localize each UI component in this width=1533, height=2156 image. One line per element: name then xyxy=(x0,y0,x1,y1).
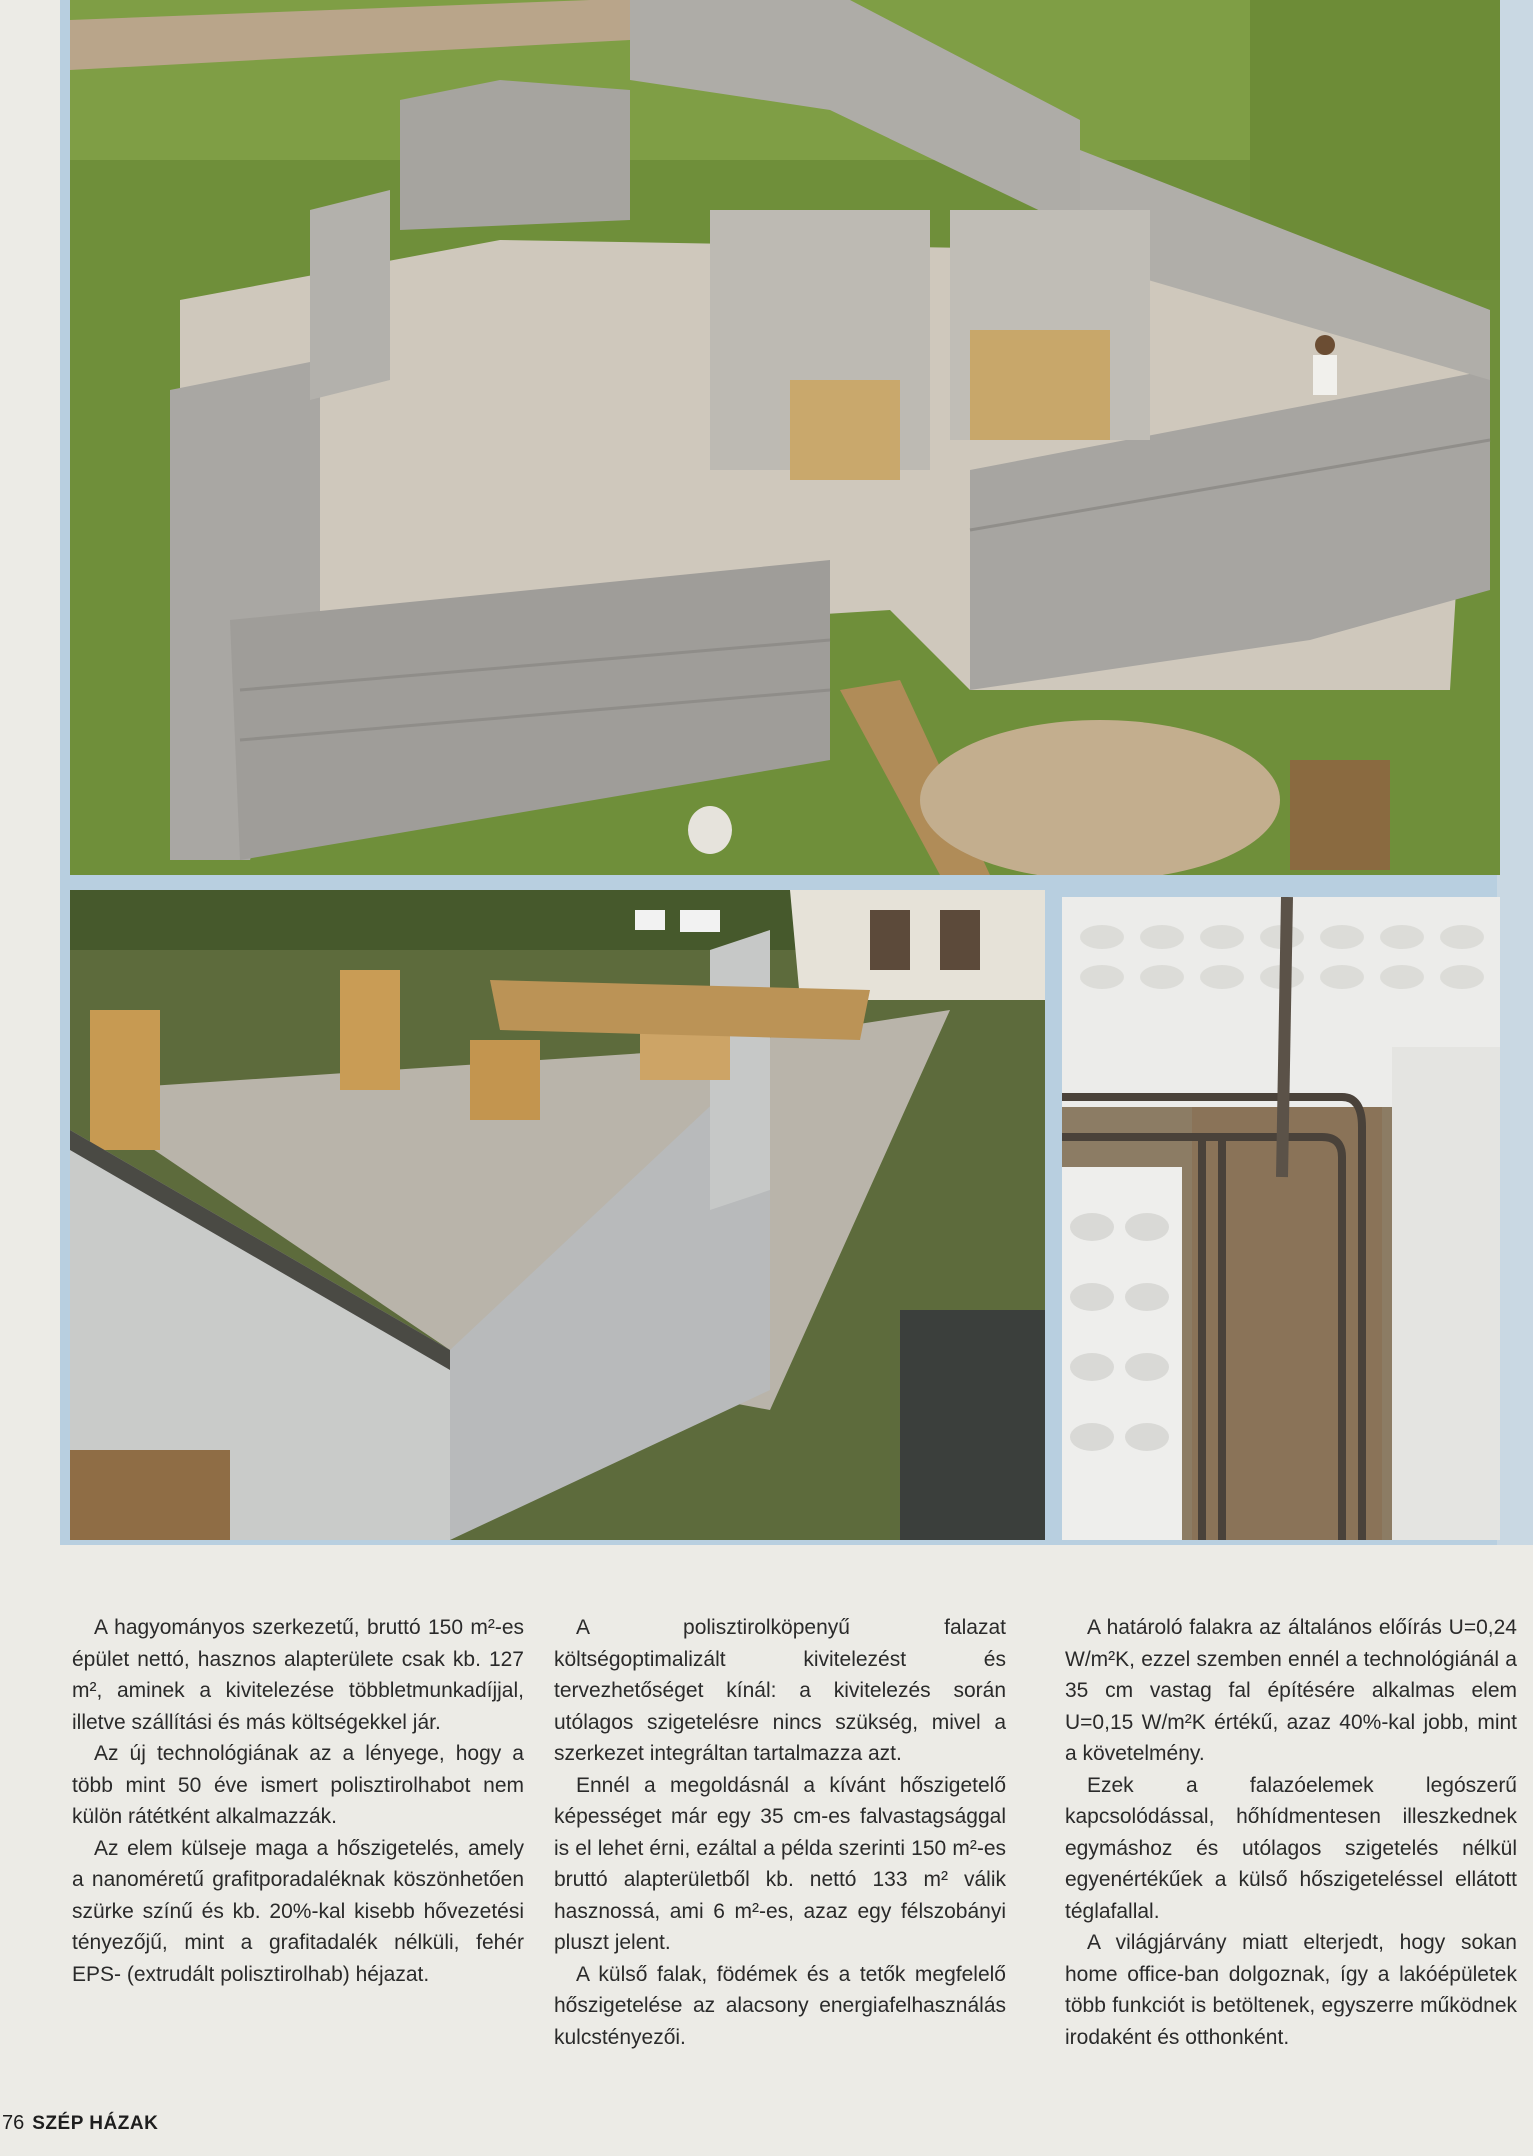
article-column-3 xyxy=(1065,1612,1517,2053)
article-body xyxy=(72,1612,1532,2052)
article-column-2 xyxy=(554,1612,1006,2053)
paragraph: Az új technológiának az a lényege, hogy a több mint 50 éve ismert polisztirolhabot nem külön rátétként alkalmazzák. xyxy=(72,1742,524,1828)
paragraph: Ennél a megoldásnál a kívánt hőszigetelő képességet már egy 35 cm-es falvastagsággal is el lehet érni, ezáltal a példa szerinti 150 m²-es bruttó alapterületből kb. nettó 133 m² válik hasznossá, ami 6 m²-es, azaz egy félszobányi pluszt jelent. xyxy=(554,1773,1006,1954)
photo-building-walls xyxy=(70,890,1045,1540)
photo-aerial-construction xyxy=(70,0,1500,875)
paragraph: Az elem külseje maga a hőszigetelés, amely a nanoméretű grafitporadaléknak köszönhetően szürke színű és kb. 20%-kal kisebb hővezetési tényezőjű, mint a grafitadalék nélküli, fehér EPS- (extrudált polisztirolhab) héjazat. xyxy=(72,1836,524,1986)
paragraph: A hagyományos szerkezetű, bruttó 150 m²-es épület nettó, hasznos alapterülete csak kb. 127 m², aminek a kivitelezése többletmunkadíjjal, illetve szállítási és más költségekkel jár. xyxy=(72,1616,524,1734)
page-footer xyxy=(0,2112,158,2142)
article-column-1 xyxy=(72,1612,524,1990)
page-edge xyxy=(1497,0,1533,1545)
photo-rebar-blocks xyxy=(1062,897,1500,1540)
magazine-name: SZÉP HÁZAK xyxy=(32,2113,159,2134)
paragraph: A polisztirolköpenyű falazat költségoptimalizált kivitelezést és tervezhetőséget kínál: a kivitelezés során utólagos szigetelésre nincs szükség, mivel a szerkezet integráltan tartalmazza azt. xyxy=(554,1616,1006,1765)
paragraph: A határoló falakra az általános előírás U=0,24 W/m²K, ezzel szemben ennél a technológiánál a 35 cm vastag fal építésére alkalmas elem U=0,15 W/m²K értékű, azaz 40%-kal jobb, mint a követelmény. xyxy=(1065,1616,1517,1765)
page-number: 76 xyxy=(2,2112,25,2134)
paragraph: Ezek a falazóelemek legószerű kapcsolódással, hőhídmentesen illeszkednek egymáshoz és utólagos szigetelés nélkül egyenértékűek a külső hőszigeteléssel ellátott téglafallal. xyxy=(1065,1773,1517,1923)
paragraph: A külső falak, födémek és a tetők megfelelő hőszigetelése az alacsony energiafelhasználás kulcstényezői. xyxy=(554,1962,1006,2049)
paragraph: A világjárvány miatt elterjedt, hogy sokan home office-ban dolgoznak, így a lakóépületek több funkciót is betöltenek, egyszerre működnek irodaként és otthonként. xyxy=(1065,1931,1517,2049)
